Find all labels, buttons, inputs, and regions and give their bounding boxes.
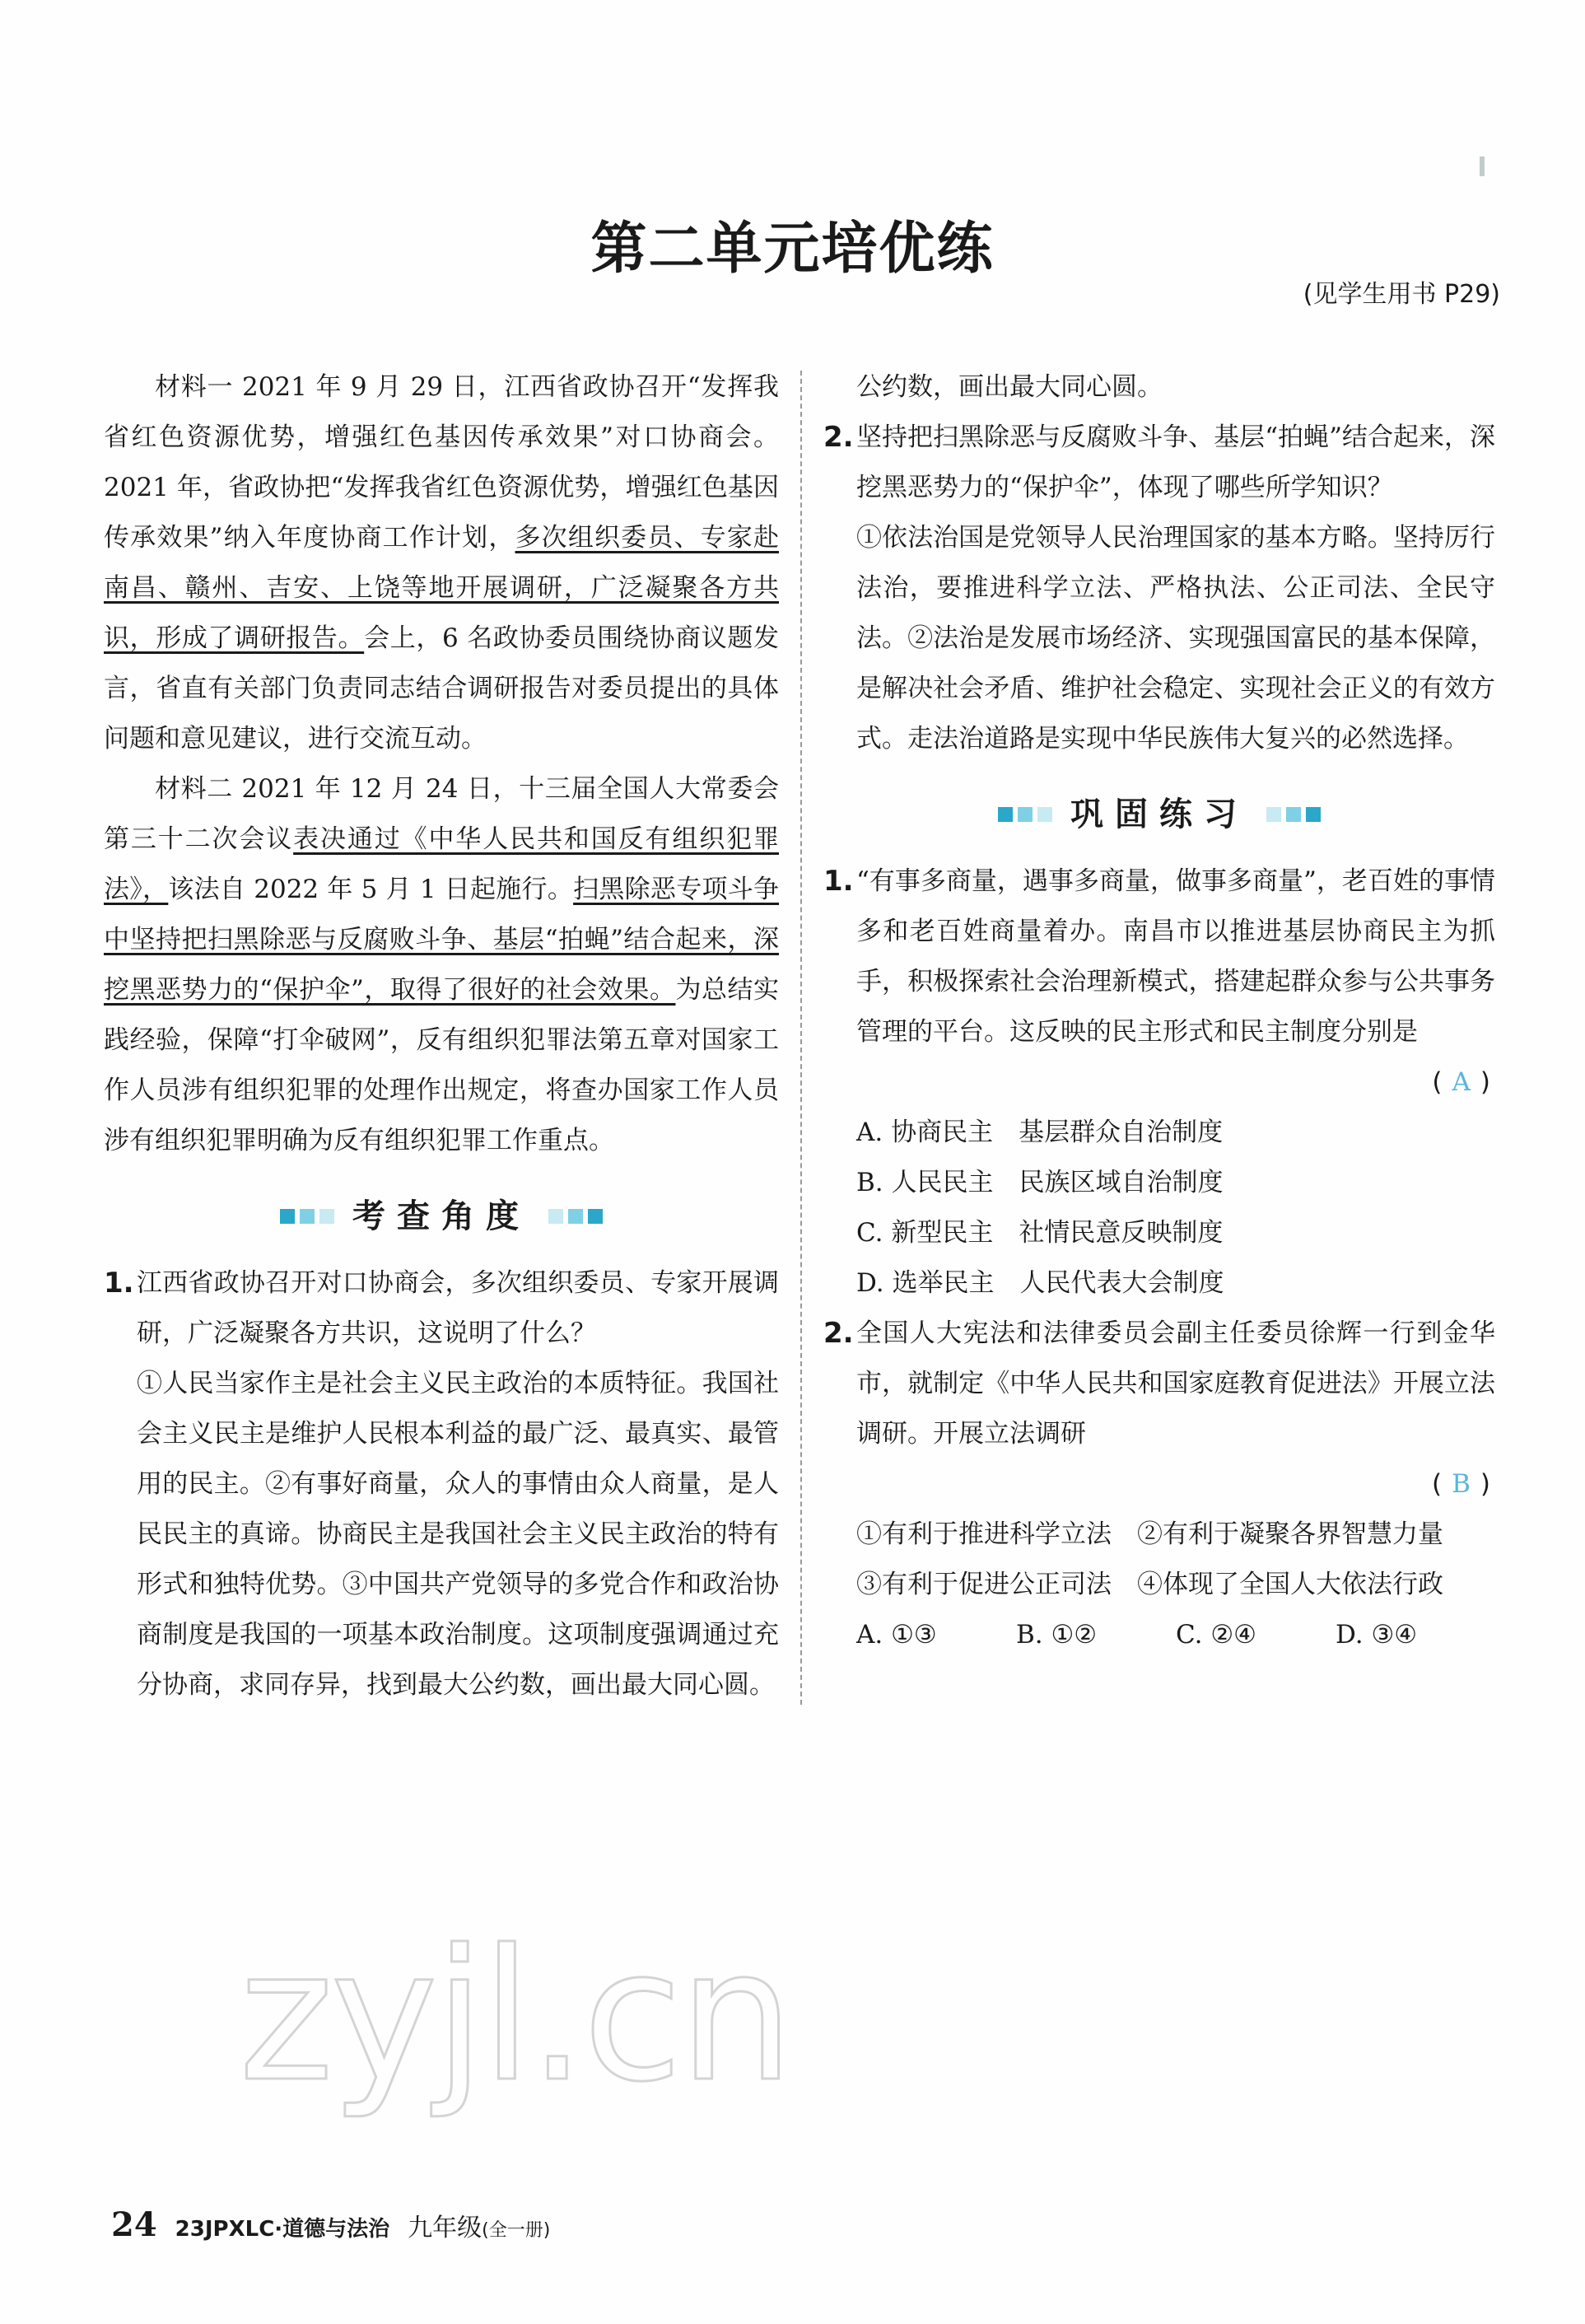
material-one bbox=[104, 362, 779, 764]
angle-question-2 bbox=[823, 413, 1495, 764]
question-answer: ①依法治国是党领导人民治理国家的基本方略。坚持厉行法治，要推进科学立法、严格执法、公正司法、全民守法。②法治是发展市场经济、实现强国富民的基本保障，是解决社会矛盾、维护社会稳定、实现社会正义的有效方式。走法治道路是实现中华民族伟大复兴的必然选择。 bbox=[856, 523, 1495, 754]
question-number: 2. bbox=[823, 1317, 854, 1350]
watermark: zyjl.cn bbox=[239, 1911, 791, 2121]
material-two-text-end: 为总结实践经验，保障“打伞破网”，反有组织犯罪法第五章对国家工作人员涉有组织犯罪的处理作出规定，将查办国家工作人员涉有组织犯罪明确为反有组织犯罪工作重点。 bbox=[104, 975, 780, 1155]
practice-question-2 bbox=[823, 1309, 1495, 1510]
book-code: 23JPXLC·道德与法治 bbox=[175, 2217, 390, 2242]
scan-mark bbox=[1480, 156, 1485, 176]
answer-bracket-line bbox=[856, 1459, 1495, 1510]
column-divider bbox=[800, 371, 802, 1705]
section-title-practice: 巩固练习 bbox=[1070, 795, 1248, 833]
decor-squares-left bbox=[998, 807, 1052, 822]
page-number: 24 bbox=[111, 2205, 157, 2244]
material-two-underline-a: 表决通过《中华人民共和国反有组织犯罪法》， bbox=[104, 824, 779, 904]
material-one-text: 2021 年 9 月 29 日，江西省政协召开“发挥我省红色资源优势，增强红色基因传承效果”对口协商会。2021 年，省政协把“发挥我省红色资源优势，增强红色基因传承效果”纳入年度协商工作计划， bbox=[104, 372, 779, 553]
answer-bracket: ( A ) bbox=[1432, 1067, 1490, 1097]
question-number: 2. bbox=[823, 421, 854, 454]
options-row bbox=[823, 1610, 1495, 1660]
answer-continuation: 公约数，画出最大同心圆。 bbox=[856, 372, 1163, 402]
statements-line-2: ③有利于促进公正司法 ④体现了全国人大依法行政 bbox=[856, 1570, 1443, 1599]
answer-bracket: ( B ) bbox=[1432, 1469, 1490, 1499]
option-c: C. ②④ bbox=[1176, 1620, 1256, 1650]
option-a: A. ①③ bbox=[856, 1620, 937, 1650]
statements-line-1: ①有利于推进科学立法 ②有利于凝聚各界智慧力量 bbox=[856, 1519, 1443, 1549]
page-title: 第二单元培优练 bbox=[590, 217, 995, 282]
decor-squares-left bbox=[280, 1209, 334, 1224]
option-d: D. ③④ bbox=[1336, 1620, 1418, 1650]
material-two-text-mid: 该法自 2022 年 5 月 1 日起施行。 bbox=[168, 875, 574, 904]
grade-label bbox=[408, 2207, 550, 2243]
option-d: D. 选举民主 人民代表大会制度 bbox=[856, 1268, 1224, 1298]
practice-question-1 bbox=[823, 856, 1495, 1108]
right-column bbox=[823, 362, 1495, 1660]
angle-question-1-continued bbox=[823, 362, 1495, 413]
reference-note: (见学生用书 P29) bbox=[1303, 280, 1500, 309]
material-one-text-end: 会上，6 名政协委员围绕协商议题发言，省直有关部门负责同志结合调研报告对委员提出的具体问题和意见建议，进行交流互动。 bbox=[104, 623, 780, 754]
question-number: 1. bbox=[823, 865, 854, 898]
left-column bbox=[104, 362, 780, 1700]
material-two-underline-b: 扫黑除恶专项斗争中坚持把扫黑除恶与反腐败斗争、基层“拍蝇”结合起来，深挖黑恶势力的“保护伞”，取得了很好的社会效果。 bbox=[104, 875, 780, 1005]
decor-squares-right bbox=[1266, 807, 1321, 822]
material-one-underline: 多次组织委员、专家赴南昌、赣州、吉安、上饶等地开展调研，广泛凝聚各方共识，形成了调研报告。 bbox=[104, 523, 779, 653]
material-one-label: 材料一 bbox=[155, 372, 234, 402]
answer-bracket-line bbox=[856, 1057, 1495, 1108]
decor-squares-right bbox=[548, 1209, 603, 1224]
option-b: B. 人民民主 民族区域自治制度 bbox=[856, 1168, 1224, 1197]
grade-note: (全一册) bbox=[482, 2220, 551, 2241]
option-c: C. 新型民主 社情民意反映制度 bbox=[856, 1218, 1224, 1248]
option-a: A. 协商民主 基层群众自治制度 bbox=[856, 1118, 1224, 1147]
option-b: B. ①② bbox=[1016, 1620, 1098, 1650]
material-two bbox=[104, 764, 779, 1166]
question-stem: 坚持把扫黑除恶与反腐败斗争、基层“拍蝇”结合起来，深挖黑恶势力的“保护伞”，体现了哪些所学知识？ bbox=[856, 422, 1495, 502]
question-answer: ①人民当家作主是社会主义民主政治的本质特征。我国社会主义民主是维护人民根本利益的最广泛、最真实、最管用的民主。②有事好商量，众人的事情由众人商量，是人民民主的真谛。协商民主是我国社会主义民主政治的特有形式和独特优势。③中国共产党领导的多党合作和政治协商制度是我国的一项基本政治制度。这项制度强调通过充分协商，求同存异，找到最大公约数，画出最大同心圆。 bbox=[137, 1369, 779, 1700]
material-two-text: 2021 年 12 月 24 日，十三届全国人大常委会第三十二次会议 bbox=[104, 774, 779, 854]
answer-letter: A bbox=[1452, 1067, 1471, 1097]
answer-letter: B bbox=[1452, 1469, 1471, 1499]
section-header-practice bbox=[823, 777, 1495, 852]
footer bbox=[111, 2205, 550, 2244]
question-stem: 江西省政协召开对口协商会，多次组织委员、专家开展调研，广泛凝聚各方共识，这说明了什么？ bbox=[137, 1268, 779, 1348]
question-stem: 全国人大宪法和法律委员会副主任委员徐辉一行到金华市，就制定《中华人民共和国家庭教育促进法》开展立法调研。开展立法调研 bbox=[856, 1318, 1495, 1449]
question-stem-line bbox=[856, 856, 1495, 1057]
grade-text: 九年级 bbox=[408, 2214, 482, 2242]
angle-question-1 bbox=[104, 1258, 779, 1700]
material-two-label: 材料二 bbox=[155, 774, 233, 804]
section-title-angle: 考查角度 bbox=[352, 1197, 530, 1235]
question-number: 1. bbox=[104, 1267, 134, 1300]
question-stem: “有事多商量，遇事多商量，做事多商量”，老百姓的事情多和老百姓商量着办。南昌市以推进基层协商民主为抓手，积极探索社会治理新模式，搭建起群众参与公共事务管理的平台。这反映的民主形式和民主制度分别是 bbox=[856, 866, 1495, 1047]
section-header-angle bbox=[104, 1179, 779, 1253]
